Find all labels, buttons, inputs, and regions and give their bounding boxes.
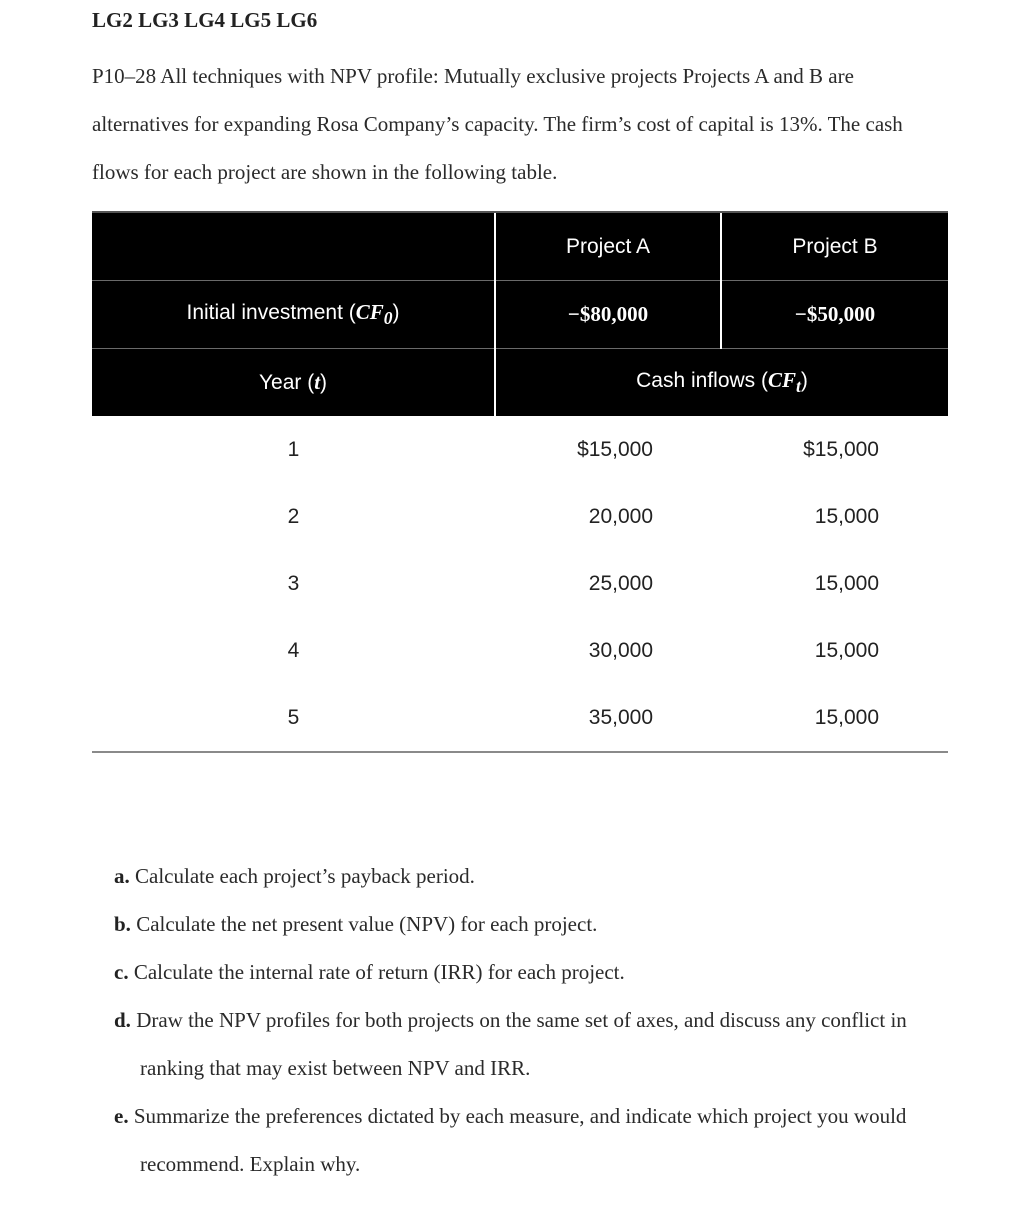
header-empty-cell — [92, 212, 495, 281]
question-letter: b. — [114, 912, 131, 936]
table-row — [92, 550, 948, 617]
project-a-cell: 20,000 — [588, 504, 653, 528]
subheader-row — [92, 349, 948, 417]
project-a-cell: 25,000 — [588, 571, 653, 595]
table-row — [92, 684, 948, 752]
cash-flow-table — [92, 211, 948, 753]
question-item — [114, 852, 924, 900]
problem-statement — [92, 52, 952, 196]
problem-text: All techniques with NPV profile: Mutually exclusive projects Projects A and B are alternatives for expanding Rosa Company’s capacity. The firm’s cost of capital is 13%. The cash flows for each project are shown in the following table. — [92, 64, 903, 184]
project-b-cell: 15,000 — [814, 638, 879, 662]
header-project-a: Project A — [495, 212, 721, 281]
table-header-row — [92, 212, 948, 281]
project-a-cell: 30,000 — [588, 638, 653, 662]
cash-inflows-header: Cash inflows $(CF_t)$ — [495, 349, 948, 417]
initial-investment-row — [92, 281, 948, 349]
project-b-cell: 15,000 — [721, 684, 948, 752]
question-list — [114, 852, 924, 1188]
question-text: Calculate the internal rate of return (IRR) for each project. — [128, 960, 625, 984]
question-item — [114, 948, 924, 996]
question-text: Calculate the net present value (NPV) for each project. — [130, 912, 598, 936]
initial-investment-project-a: −$80,000 — [495, 281, 721, 349]
question-text: Draw the NPV profiles for both projects on the same set of axes, and discuss any conflict in ranking that may exist between NPV and IRR. — [130, 1008, 907, 1080]
initial-investment-project-b: −$50,000 — [721, 281, 948, 349]
question-letter: e. — [114, 1104, 129, 1128]
problem-number: P10–28 — [92, 64, 157, 88]
question-letter: c. — [114, 960, 129, 984]
initial-investment-label: Initial investment $(CF_0)$ — [92, 281, 495, 349]
year-cell: 5 — [92, 684, 495, 752]
project-b-cell: $15,000 — [803, 437, 879, 461]
question-item — [114, 1092, 924, 1188]
year-cell: 1 — [287, 437, 300, 461]
project-b-cell: 15,000 — [814, 504, 879, 528]
table-row — [92, 416, 948, 483]
question-item — [114, 996, 924, 1092]
year-header: Year (t) — [92, 349, 495, 417]
learning-goals: LG2 LG3 LG4 LG5 LG6 — [92, 8, 318, 32]
year-cell: 4 — [287, 638, 300, 662]
project-a-cell: $15,000 — [577, 437, 653, 461]
table-row — [92, 483, 948, 550]
question-text: Summarize the preferences dictated by each measure, and indicate which project you would recommend. Explain why. — [128, 1104, 907, 1176]
question-item — [114, 900, 924, 948]
project-a-cell: 35,000 — [495, 684, 721, 752]
question-letter: d. — [114, 1008, 131, 1032]
table-row — [92, 617, 948, 684]
question-letter: a. — [114, 864, 130, 888]
year-cell: 2 — [287, 504, 300, 528]
project-b-cell: 15,000 — [814, 571, 879, 595]
question-text: Calculate each project’s payback period. — [129, 864, 475, 888]
year-cell: 3 — [287, 571, 300, 595]
header-project-b: Project B — [721, 212, 948, 281]
